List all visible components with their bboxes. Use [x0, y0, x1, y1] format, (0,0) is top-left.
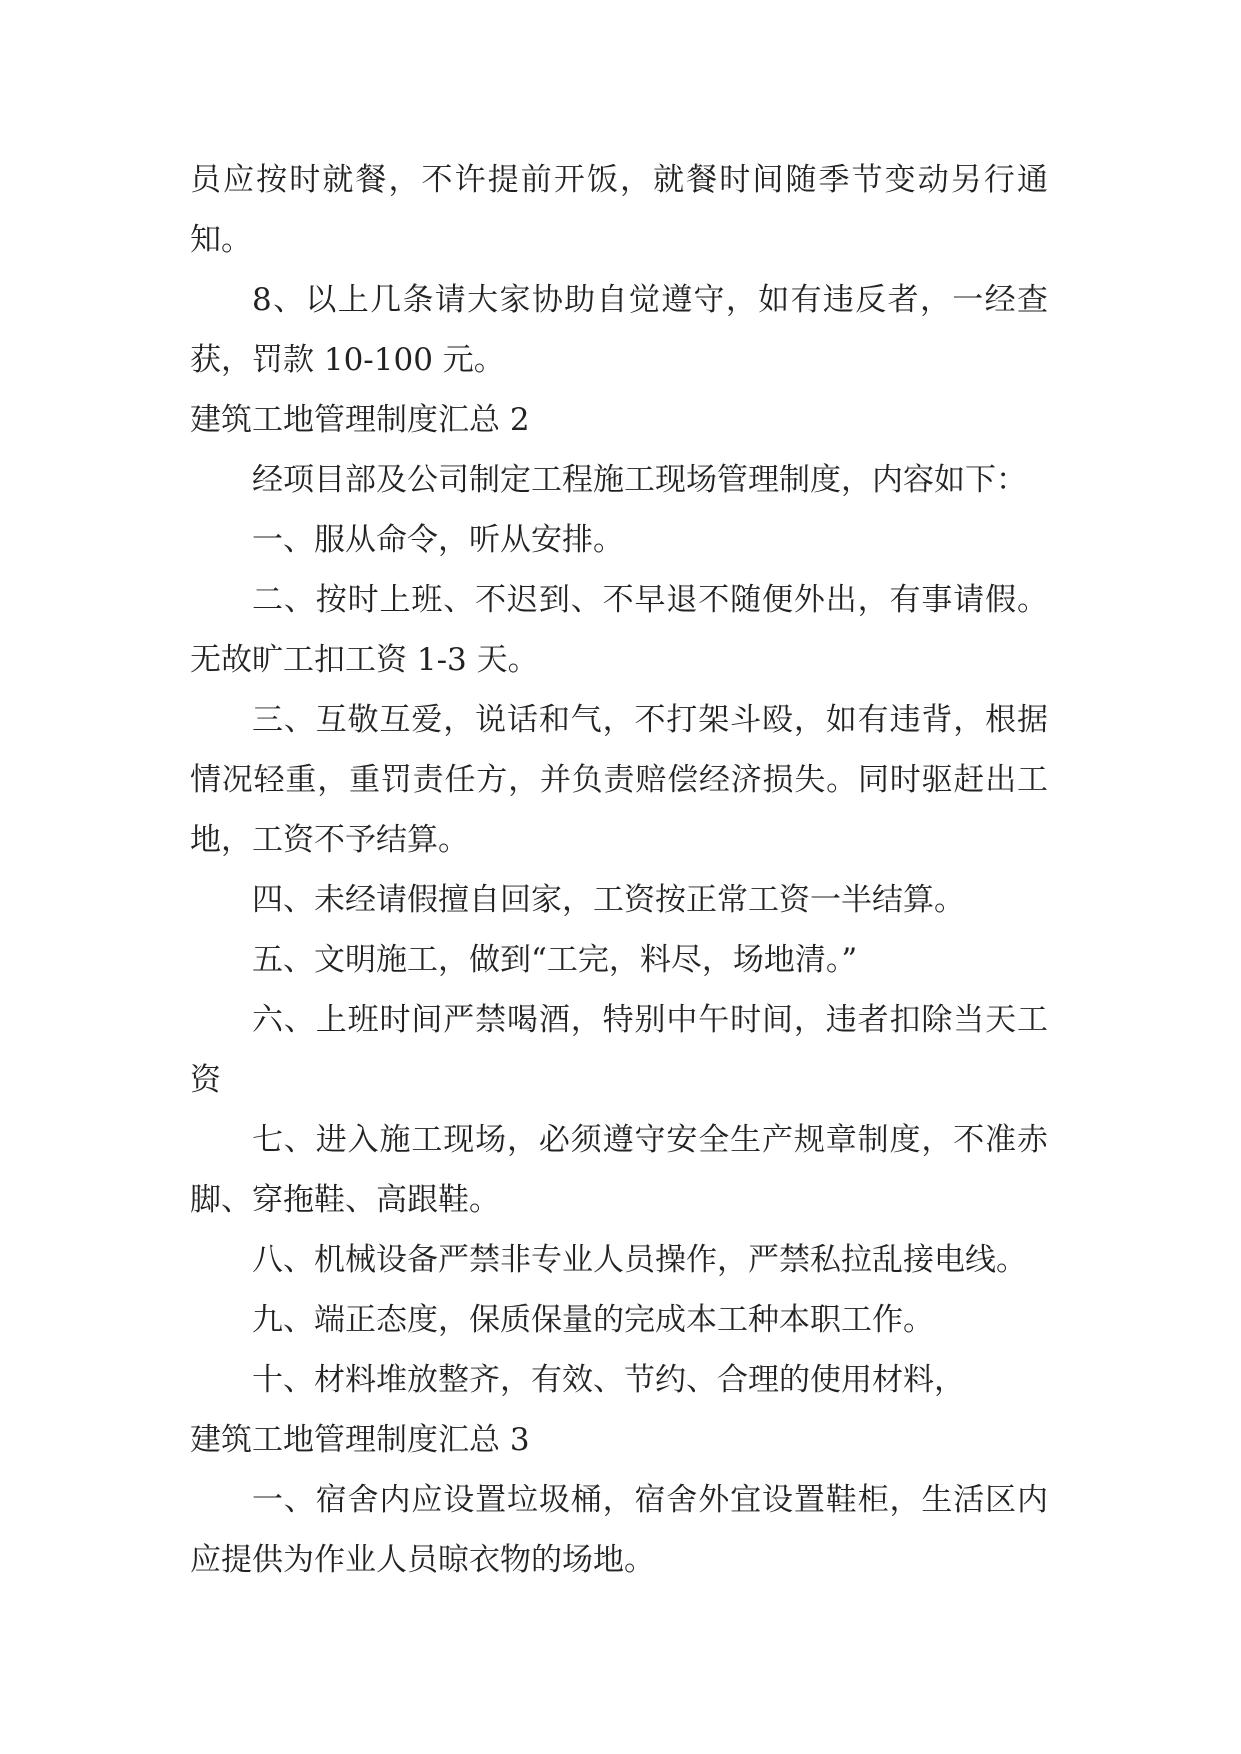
document-body [190, 150, 1048, 1590]
paragraph-rule-8: 8、以上几条请大家协助自觉遵守，如有违反者，一经查获，罚款 10-100 元。 [190, 282, 1048, 378]
paragraph-item-6: 六、上班时间严禁喝酒，特别中午时间，违者扣除当天工资 [190, 1002, 1048, 1098]
section-heading-2: 建筑工地管理制度汇总 2 [190, 402, 530, 438]
paragraph-item-2: 二、按时上班、不迟到、不早退不随便外出，有事请假。无故旷工扣工资 1-3 天。 [190, 582, 1048, 678]
paragraph-intro: 经项目部及公司制定工程施工现场管理制度，内容如下： [252, 462, 1027, 498]
paragraph-continuation: 员应按时就餐，不许提前开饭，就餐时间随季节变动另行通知。 [190, 162, 1048, 258]
section-heading-3: 建筑工地管理制度汇总 3 [190, 1422, 530, 1458]
paragraph-item-4: 四、未经请假擅自回家，工资按正常工资一半结算。 [252, 882, 965, 918]
paragraph-item-9: 九、端正态度，保质保量的完成本工种本职工作。 [252, 1302, 934, 1338]
paragraph-item-5: 五、文明施工，做到“工完，料尽，场地清。” [252, 942, 858, 978]
paragraph-item-7: 七、进入施工现场，必须遵守安全生产规章制度，不准赤脚、穿拖鞋、高跟鞋。 [190, 1122, 1048, 1218]
paragraph-item-3: 三、互敬互爱，说话和气，不打架斗殴，如有违背，根据情况轻重，重罚责任方，并负责赔偿经济损失。同时驱赶出工地，工资不予结算。 [190, 702, 1048, 858]
paragraph-section3-item-1: 一、宿舍内应设置垃圾桶，宿舍外宜设置鞋柜，生活区内应提供为作业人员晾衣物的场地。 [190, 1482, 1048, 1578]
paragraph-item-10: 十、材料堆放整齐，有效、节约、合理的使用材料， [252, 1362, 965, 1398]
paragraph-item-8: 八、机械设备严禁非专业人员操作，严禁私拉乱接电线。 [252, 1242, 1027, 1278]
paragraph-item-1: 一、服从命令，听从安排。 [252, 522, 624, 558]
